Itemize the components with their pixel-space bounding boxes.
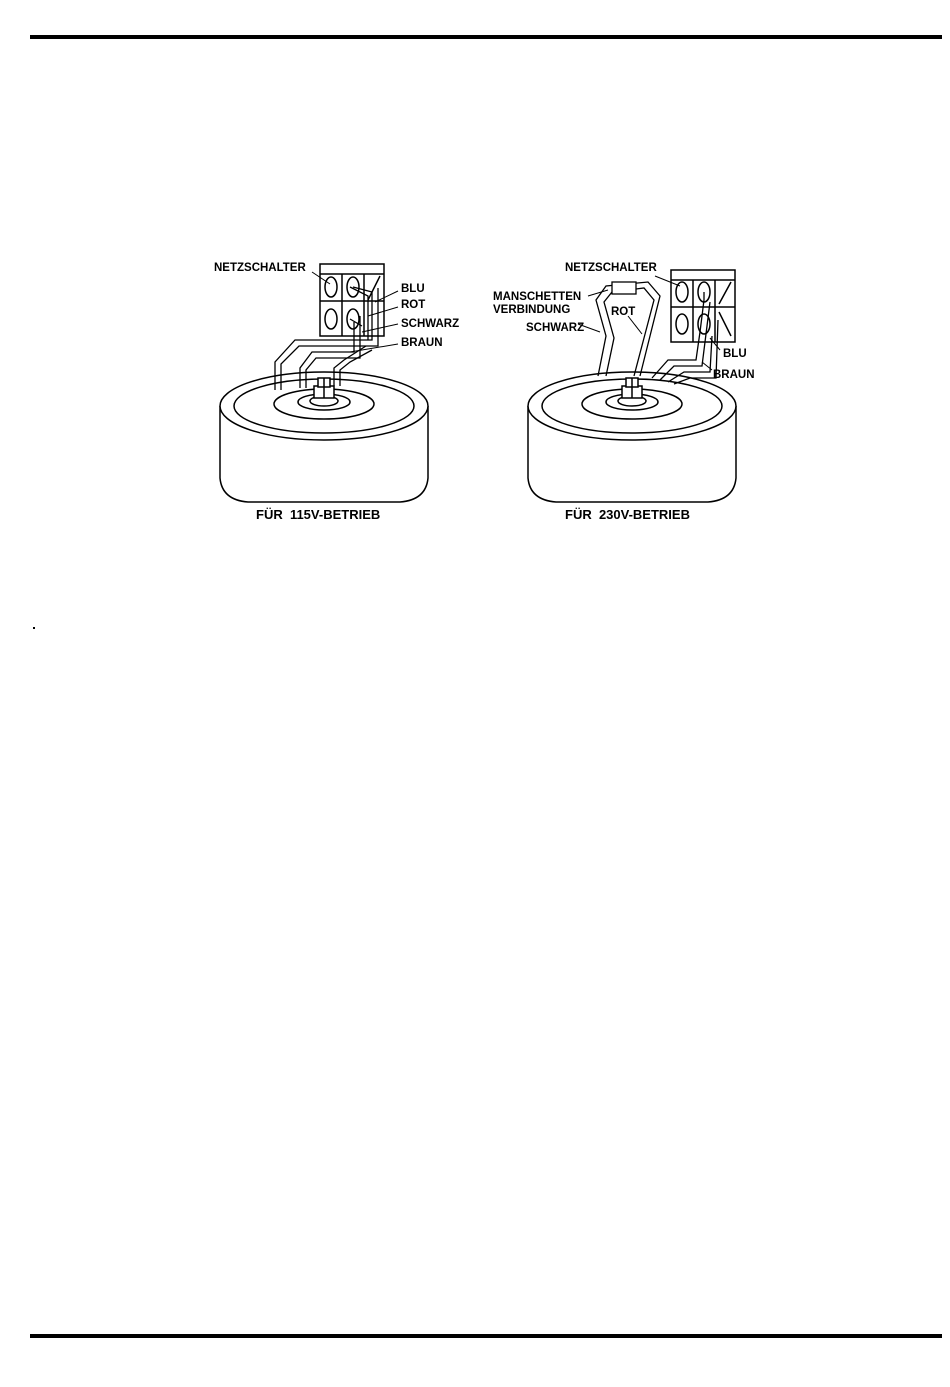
label-schwarz-left: SCHWARZ bbox=[401, 318, 460, 330]
label-braun-right: BRAUN bbox=[713, 369, 755, 381]
toroidal-transformer-left bbox=[220, 372, 428, 502]
diagram-115v bbox=[220, 264, 428, 502]
label-verbindung: VERBINDUNG bbox=[493, 304, 571, 316]
label-rot-right: ROT bbox=[611, 306, 636, 318]
label-braun-left: BRAUN bbox=[401, 337, 443, 349]
label-manschetten: MANSCHETTEN bbox=[493, 291, 582, 303]
stray-dot bbox=[33, 627, 35, 629]
label-schwarz-right: SCHWARZ bbox=[526, 322, 585, 334]
caption-230v: FÜR 230V-BETRIEB bbox=[565, 507, 690, 522]
label-rot-left: ROT bbox=[401, 299, 426, 311]
bottom-rule bbox=[30, 1334, 942, 1338]
label-blu-left: BLU bbox=[401, 283, 425, 295]
toroidal-transformer-right bbox=[528, 372, 736, 502]
label-netzschalter-right: NETZSCHALTER bbox=[565, 262, 657, 274]
caption-115v: FÜR 115V-BETRIEB bbox=[256, 507, 381, 522]
label-netzschalter-left: NETZSCHALTER bbox=[214, 262, 306, 274]
label-blu-right: BLU bbox=[723, 348, 747, 360]
power-switch-left bbox=[320, 264, 384, 336]
